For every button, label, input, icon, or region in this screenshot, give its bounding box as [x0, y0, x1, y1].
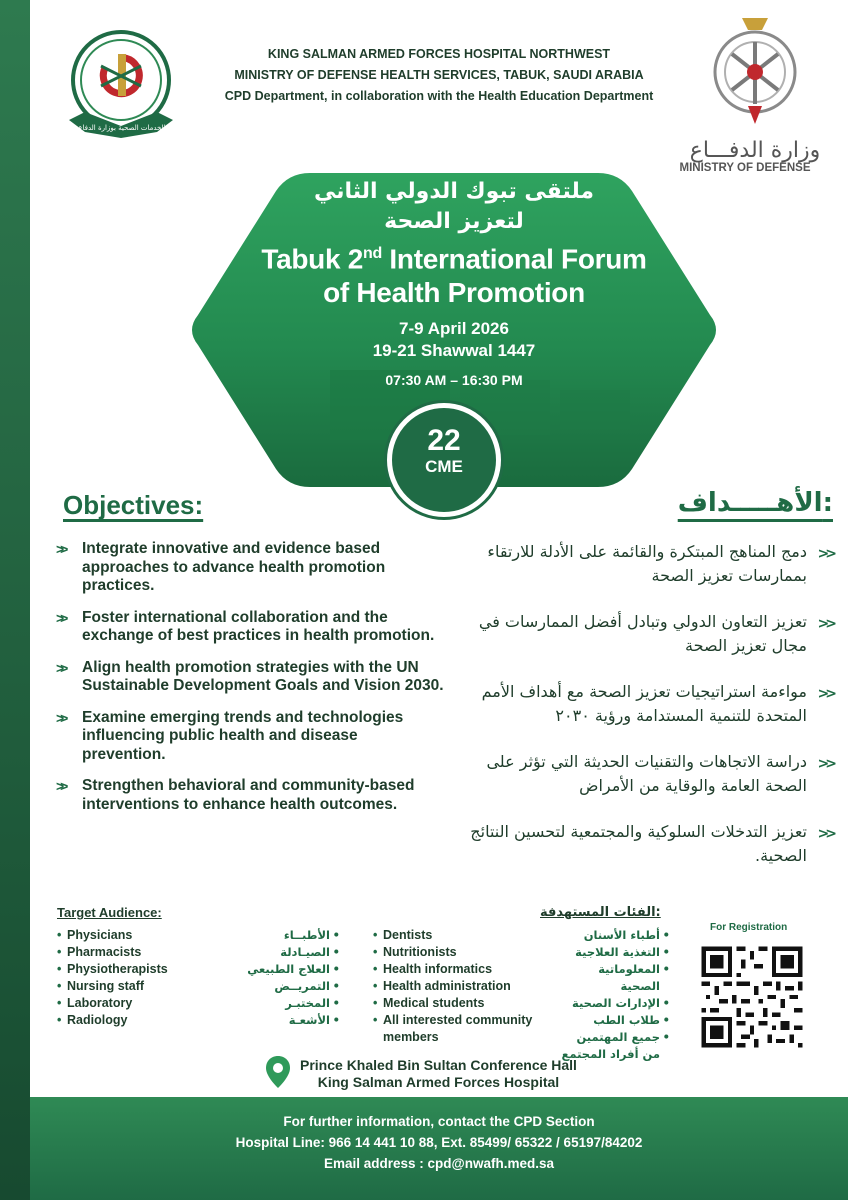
- registration-label: For Registration: [710, 922, 788, 933]
- cme-number: 22: [427, 424, 461, 457]
- audience-item-ar: • الصيـادلة: [225, 944, 340, 961]
- audience-item: • Dentists: [373, 927, 548, 944]
- header: [220, 44, 658, 107]
- chevron-icon: <<: [817, 826, 833, 842]
- audience-col2-ar: [555, 927, 670, 1063]
- location-pin-icon: [265, 1055, 291, 1089]
- registration-qr-code[interactable]: [697, 942, 807, 1052]
- audience-item: • Radiology: [57, 1012, 207, 1029]
- audience-title-en: Target Audience:: [57, 905, 162, 920]
- cme-label: CME: [425, 457, 463, 476]
- side-stripe: [0, 0, 30, 1200]
- venue: [300, 1057, 577, 1091]
- objectives-list-ar: [453, 540, 833, 890]
- poster: [30, 0, 848, 1200]
- date-hijri: 19-21 Shawwal 1447: [372, 341, 536, 361]
- audience-item-ar: • المختبـر: [225, 995, 340, 1012]
- chevron-icon: <<: [817, 756, 833, 772]
- objectives-title-en: Objectives:: [63, 490, 204, 520]
- audience-item-ar: • الأطبــاء: [225, 927, 340, 944]
- audience-item: • Pharmacists: [57, 944, 207, 961]
- audience-item: • Medical students: [373, 995, 548, 1012]
- chevron-icon: >>: [56, 541, 65, 557]
- footer-contact: [30, 1097, 848, 1200]
- event-title-block: [180, 165, 728, 388]
- date-gregorian: 7-9 April 2026: [399, 319, 509, 339]
- footer-line-1: For further information, contact the CPD Section: [283, 1114, 595, 1129]
- audience-item: • Nutritionists: [373, 944, 548, 961]
- objective-item: >> Foster international collaboration and the exchange of best practices in health promotion.: [56, 608, 435, 644]
- objectives-title-ar: الأهـــــداف:: [677, 488, 833, 518]
- header-line-2: MINISTRY OF DEFENSE HEALTH SERVICES, TABUK, SAUDI ARABIA: [234, 68, 644, 82]
- objective-item-ar: << دراسة الاتجاهات والتقنيات الحديثة التي تؤثر على الصحة العامة والوقاية من الأمراض: [486, 752, 833, 795]
- venue-line-2: King Salman Armed Forces Hospital: [317, 1074, 560, 1090]
- objectives-list-en: [54, 540, 444, 827]
- objective-item: >> Strengthen behavioral and community-based interventions to enhance health outcomes.: [56, 777, 415, 813]
- chevron-icon: <<: [817, 686, 833, 702]
- audience-item: • Health informatics: [373, 961, 548, 978]
- chevron-icon: <<: [817, 546, 833, 562]
- audience-col1-en: [57, 927, 207, 1029]
- title-english-line-1: Tabuk 2nd International Forum: [261, 243, 647, 275]
- chevron-icon: >>: [56, 659, 65, 676]
- audience-col1-ar: [225, 927, 340, 1029]
- audience-item-ar: • التغذية العلاجية: [555, 944, 670, 961]
- footer-line-3: Email address : cpd@nwafh.med.sa: [324, 1156, 554, 1171]
- chevron-icon: >>: [56, 609, 65, 626]
- audience-title-ar: الفئات المستهدفة:: [540, 905, 661, 920]
- audience-item: • Laboratory: [57, 995, 207, 1012]
- objective-item-ar: << تعزيز التعاون الدولي وتبادل أفضل الممارسات في مجال تعزيز الصحة: [478, 612, 833, 655]
- audience-item-ar: • طلاب الطب: [555, 1012, 670, 1029]
- chevron-icon: >>: [56, 709, 65, 726]
- audience-item: • Physicians: [57, 927, 207, 944]
- audience-item-ar: • جميع المهتمين من أفراد المجتمع: [555, 1029, 670, 1063]
- title-arabic-line-2: لتعزيز الصحة: [384, 209, 524, 234]
- objective-item-ar: << تعزيز التدخلات السلوكية والمجتمعية لتحسين النتائج الصحية.: [470, 822, 833, 865]
- cme-badge: [387, 403, 501, 517]
- objective-item: >> Integrate innovative and evidence based approaches to advance health promotion practices.: [56, 540, 386, 594]
- objective-item: >> Align health promotion strategies with the UN Sustainable Development Goals and Vision 2030.: [56, 658, 444, 694]
- chevron-icon: >>: [56, 778, 65, 794]
- audience-item: • Health administration: [373, 978, 548, 995]
- audience-item: • All interested community members: [373, 1012, 548, 1046]
- ministry-arabic-name: وزارة الدفـــاع: [689, 138, 821, 163]
- ministry-english-name: MINISTRY OF DEFENSE: [679, 162, 811, 174]
- header-line-1: KING SALMAN ARMED FORCES HOSPITAL NORTHWEST: [267, 47, 611, 61]
- header-line-3: CPD Department, in collaboration with the Health Education Department: [224, 89, 654, 103]
- title-english-line-2: of Health Promotion: [323, 277, 585, 309]
- event-time: 07:30 AM – 16:30 PM: [385, 372, 523, 389]
- audience-item-ar: • المعلوماتية الصحية: [555, 961, 670, 995]
- objective-item-ar: << مواءمة استراتيجيات تعزيز الصحة مع أهداف الأمم المتحدة للتنمية المستدامة ورؤية ٢٠٣٠: [481, 682, 833, 725]
- audience-item-ar: • أطباء الأسنان: [555, 927, 670, 944]
- title-arabic-line-1: ملتقى تبوك الدولي الثاني: [313, 179, 595, 204]
- audience-item-ar: • الإدارات الصحية: [555, 995, 670, 1012]
- audience-item-ar: • الأشعـة: [225, 1012, 340, 1029]
- footer-line-2: Hospital Line: 966 14 441 10 88, Ext. 85499/ 65322 / 65197/84202: [235, 1135, 643, 1150]
- audience-col2-en: [373, 927, 548, 1046]
- chevron-icon: <<: [817, 616, 833, 632]
- objective-item-ar: << دمج المناهج المبتكرة والقائمة على الأدلة للارتقاء بممارسات تعزيز الصحة: [487, 542, 833, 585]
- audience-item: • Physiotherapists: [57, 961, 207, 978]
- audience-item-ar: • التمريــض: [225, 978, 340, 995]
- objective-item: >> Examine emerging trends and technologies influencing public health and disease prevention.: [56, 708, 404, 763]
- venue-line-1: Prince Khaled Bin Sultan Conference Hall: [300, 1057, 577, 1073]
- audience-item-ar: • العلاج الطبيعي: [225, 961, 340, 978]
- left-logo-caption: الخدمات الصحية بوزارة الدفاع: [78, 124, 166, 132]
- audience-item: • Nursing staff: [57, 978, 207, 995]
